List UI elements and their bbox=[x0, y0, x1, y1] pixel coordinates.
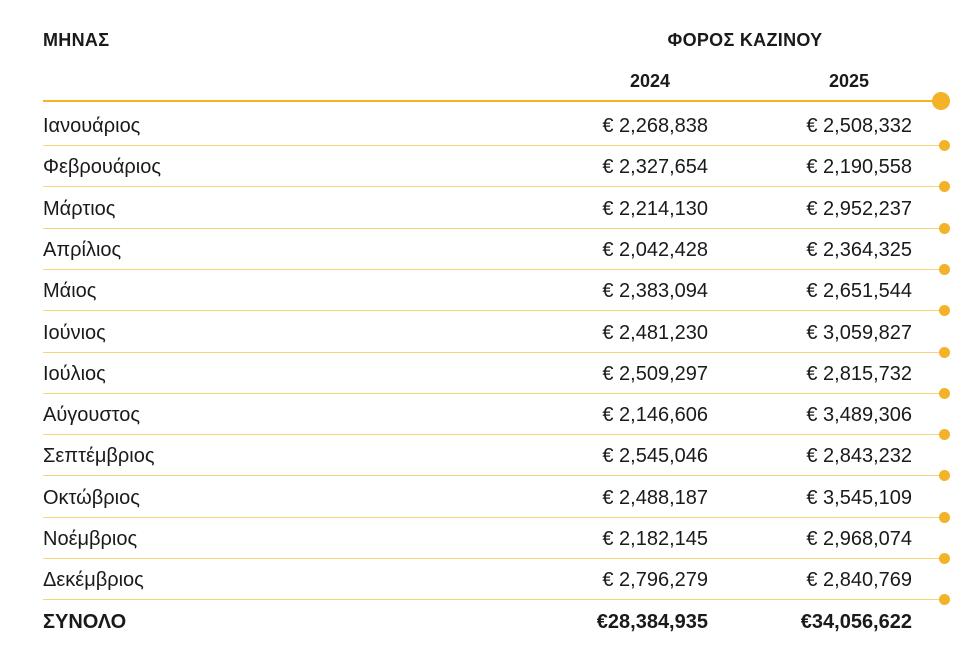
value-2024-cell: € 2,182,145 bbox=[602, 528, 708, 550]
table-row bbox=[0, 269, 980, 310]
total-2025-cell: €34,056,622 bbox=[800, 611, 912, 633]
year-2025-header: 2025 bbox=[829, 71, 870, 91]
value-2025-cell: € 2,651,544 bbox=[806, 280, 912, 302]
month-cell: Μάιος bbox=[43, 280, 97, 302]
value-2024-cell: € 2,214,130 bbox=[602, 198, 708, 220]
table-row bbox=[0, 393, 980, 434]
month-cell: Ιούνιος bbox=[43, 322, 106, 344]
month-cell: Φεβρουάριος bbox=[43, 156, 161, 178]
total-row bbox=[0, 600, 980, 641]
month-cell: Οκτώβριος bbox=[43, 487, 140, 509]
value-2025-cell: € 2,815,732 bbox=[806, 363, 912, 385]
month-cell: Νοέμβριος bbox=[43, 528, 138, 550]
header-divider bbox=[43, 100, 940, 102]
table-row bbox=[0, 145, 980, 186]
value-2025-cell: € 3,059,827 bbox=[806, 322, 912, 344]
value-2024-cell: € 2,268,838 bbox=[602, 115, 708, 137]
total-label: ΣΥΝΟΛΟ bbox=[43, 611, 127, 633]
value-2025-cell: € 3,489,306 bbox=[806, 404, 912, 426]
month-cell: Σεπτέμβριος bbox=[43, 445, 155, 467]
table-row bbox=[0, 558, 980, 599]
month-cell: Ιούλιος bbox=[43, 363, 106, 385]
table-row bbox=[0, 517, 980, 558]
table-row bbox=[0, 228, 980, 269]
table-row bbox=[0, 434, 980, 475]
month-cell: Ιανουάριος bbox=[43, 115, 141, 137]
table-row bbox=[0, 352, 980, 393]
value-2024-cell: € 2,488,187 bbox=[602, 487, 708, 509]
value-2025-cell: € 2,508,332 bbox=[806, 115, 912, 137]
table-row bbox=[0, 476, 980, 517]
month-cell: Μάρτιος bbox=[43, 198, 116, 220]
table-row bbox=[0, 104, 980, 145]
casino-tax-header: ΦΟΡΟΣ ΚΑΖΙΝΟΥ bbox=[667, 30, 823, 50]
year-2024-header: 2024 bbox=[630, 71, 671, 91]
month-cell: Δεκέμβριος bbox=[43, 569, 144, 591]
table-row bbox=[0, 311, 980, 352]
value-2024-cell: € 2,481,230 bbox=[602, 322, 708, 344]
table-row bbox=[0, 187, 980, 228]
value-2024-cell: € 2,146,606 bbox=[602, 404, 708, 426]
value-2024-cell: € 2,796,279 bbox=[602, 569, 708, 591]
value-2025-cell: € 2,968,074 bbox=[806, 528, 912, 550]
month-cell: Απρίλιος bbox=[43, 239, 122, 261]
value-2025-cell: € 2,952,237 bbox=[806, 198, 912, 220]
value-2025-cell: € 3,545,109 bbox=[806, 487, 912, 509]
value-2025-cell: € 2,364,325 bbox=[806, 239, 912, 261]
month-column-header: ΜΗΝΑΣ bbox=[43, 30, 110, 50]
total-2024-cell: €28,384,935 bbox=[596, 611, 708, 633]
value-2024-cell: € 2,545,046 bbox=[602, 445, 708, 467]
value-2024-cell: € 2,383,094 bbox=[602, 280, 708, 302]
value-2025-cell: € 2,840,769 bbox=[806, 569, 912, 591]
value-2024-cell: € 2,327,654 bbox=[602, 156, 708, 178]
value-2024-cell: € 2,509,297 bbox=[602, 363, 708, 385]
month-cell: Αύγουστος bbox=[43, 404, 141, 426]
value-2024-cell: € 2,042,428 bbox=[602, 239, 708, 261]
value-2025-cell: € 2,190,558 bbox=[806, 156, 912, 178]
value-2025-cell: € 2,843,232 bbox=[806, 445, 912, 467]
